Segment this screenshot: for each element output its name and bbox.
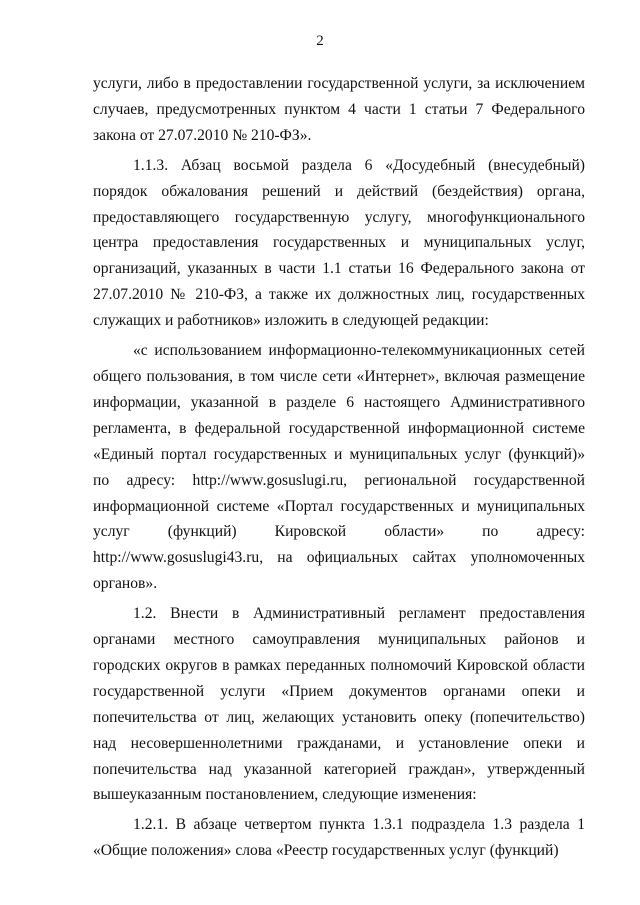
paragraph-1-2-1: 1.2.1. В абзаце четвертом пункта 1.3.1 подраздела 1.3 раздела 1 «Общие положения» слова «Реестр государственных услуг (функций) — [93, 816, 585, 860]
paragraph-1-1-3: 1.1.3. Абзац восьмой раздела 6 «Досудебный (внесудебный) порядок обжалования решений и действий (бездействия) органа, предоставляющего государственную услугу, многофункционального центра предоставления государственных и муниципальных услуг, организаций, указанных в части 1.1 статьи 16 Федерального закона от 27.07.2010 № 210-ФЗ, а также их должностных лиц, государственных служащих и работников» изложить в следующей редакции: — [93, 156, 585, 330]
page-number: 2 — [316, 33, 324, 49]
paragraph-1-2: 1.2. Внести в Административный регламент предоставления органами местного самоуправления муниципальных районов и городских округов в рамках переданных полномочий Кировской области государственной услуги «Прием документов органами опеки и попечительства от лиц, желающих установить опеку (попечительство) над несовершеннолетними гражданами, и установление опеки и попечительства над указанной категорией граждан», утвержденный вышеуказанным постановлением, следующие изменения: — [93, 605, 585, 804]
paragraph-continuation: услуги, либо в предоставлении государственной услуги, за исключением случаев, предусмотренных пунктом 4 части 1 статьи 7 Федерального закона от 27.07.2010 № 210-ФЗ». — [93, 75, 585, 144]
paragraph-quoted-text: «с использованием информационно-телекоммуникационных сетей общего пользования, в том числе сети «Интернет», включая размещение информации, указанной в разделе 6 настоящего Административного регламента, в федеральной государственной информационной системе «Единый портал государственных и муниципальных услуг (функций)» по адресу: http://www.gosuslugi.ru, региональной государственной информационной системе «Портал государственных и муниципальных услуг (функций) Кировской области» по адресу: http://www.gosuslugi43.ru, на официальных сайтах уполномоченных органов». — [93, 342, 585, 593]
document-body — [93, 71, 585, 868]
